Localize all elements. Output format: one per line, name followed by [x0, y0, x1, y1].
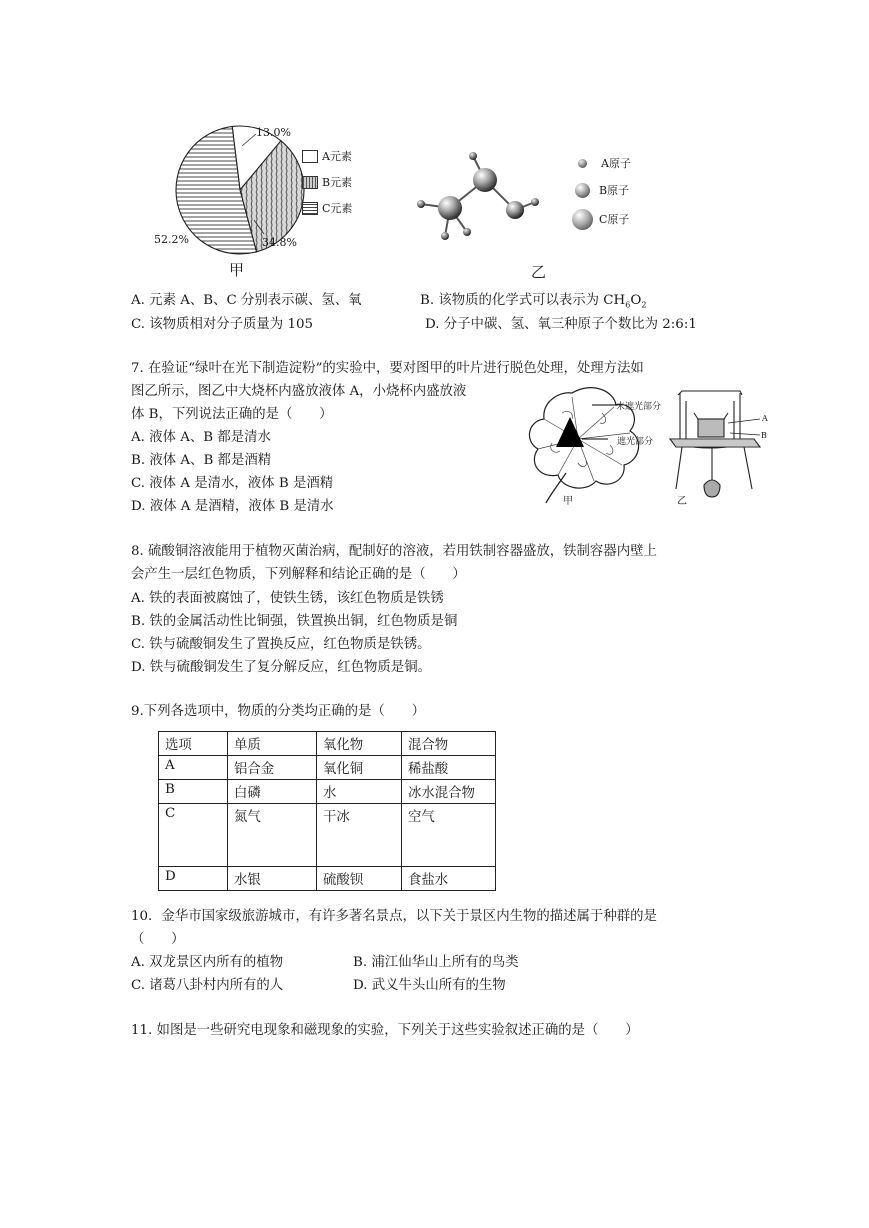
pie-legend [302, 143, 352, 221]
q6-option-b [420, 289, 646, 310]
table-header-cell: 氧化物 [317, 732, 402, 756]
pie-label-a: 13.0% [256, 126, 291, 139]
molecule-model [405, 140, 555, 250]
legend-label-b: B元素 [322, 176, 353, 189]
atom-b-icon [575, 183, 590, 198]
q6-option-b-text: B. 该物质的化学式可以表示为 CH [420, 293, 626, 308]
figure-caption-jia: 甲 [229, 261, 245, 279]
table-cell: A [159, 756, 228, 780]
table-cell: 空气 [402, 804, 496, 867]
table-header-row [159, 732, 496, 756]
table-cell: 铝合金 [228, 756, 317, 780]
table-cell: 稀盐酸 [402, 756, 496, 780]
q7-stem-line2: 图乙所示，图乙中大烧杯内盛放液体 A，小烧杯内盛放液 [131, 384, 467, 399]
q10-option-b: B. 浦江仙华山上所有的鸟类 [353, 955, 519, 970]
pie-label-b: 34.8% [262, 236, 297, 249]
table-cell: 水银 [228, 867, 317, 891]
atom-a-icon [578, 159, 587, 168]
table-cell: 冰水混合物 [402, 780, 496, 804]
table-cell: 氮气 [228, 804, 317, 867]
q6-option-a: A. 元素 A、B、C 分别表示碳、氢、氧 [131, 293, 362, 308]
q11-stem: 11. 如图是一些研究电现象和磁现象的实验，下列关于这些实验叙述正确的是（ ） [131, 1023, 639, 1038]
legend-swatch-a [302, 150, 318, 163]
q8-stem-line2: 会产生一层红色物质，下列解释和结论正确的是（ ） [131, 567, 466, 582]
q8-stem-line1: 8. 硫酸铜溶液能用于植物灭菌治病，配制好的溶液，若用铁制容器盛放，铁制容器内壁上 [131, 544, 657, 559]
legend-item-b [302, 169, 352, 195]
beaker-label-b: B [761, 431, 767, 440]
table-cell: 硫酸钡 [317, 867, 402, 891]
table-row [159, 867, 496, 891]
table-cell: 氧化铜 [317, 756, 402, 780]
q10-stem-line1: 10．金华市国家级旅游城市，有许多著名景点，以下关于景区内生物的描述属于种群的是 [131, 909, 657, 924]
table-row [159, 804, 496, 867]
table-cell: 白磷 [228, 780, 317, 804]
atom-legend-c [572, 204, 631, 234]
legend-item-a [302, 143, 352, 169]
q10-option-d: D. 武义牛头山所有的生物 [353, 978, 506, 993]
legend-swatch-c [302, 202, 318, 215]
q6-option-d: D. 分子中碳、氢、氧三种原子个数比为 2:6:1 [425, 317, 697, 332]
leaf-label-shaded: 遮光部分 [617, 437, 654, 447]
q9-stem: 9.下列各选项中，物质的分类均正确的是（ ） [131, 704, 425, 719]
table-cell: D [159, 867, 228, 891]
q7-stem-line1: 7. 在验证“绿叶在光下制造淀粉”的实验中，要对图甲的叶片进行脱色处理，处理方法如 [131, 361, 644, 376]
table-header-cell: 混合物 [402, 732, 496, 756]
q8-option-c: C. 铁与硫酸铜发生了置换反应，红色物质是铁锈。 [131, 637, 431, 652]
q9-table [158, 731, 496, 891]
beaker-apparatus [668, 385, 764, 505]
table-row [159, 756, 496, 780]
table-header-cell: 单质 [228, 732, 317, 756]
pie-label-c: 52.2% [154, 233, 189, 246]
q10-stem-line2: （ ） [131, 932, 185, 947]
atom-legend-label-b: B原子 [599, 184, 630, 197]
q6-option-c: C. 该物质相对分子质量为 105 [131, 317, 314, 332]
table-cell: 食盐水 [402, 867, 496, 891]
legend-label-a: A元素 [322, 150, 352, 163]
legend-item-c [302, 195, 352, 221]
q6-option-b-sub1: 6 [625, 300, 631, 310]
atom-c-icon [572, 209, 593, 230]
q7-stem-line3: 体 B，下列说法正确的是（ ） [131, 407, 333, 422]
q6-option-b-o: O [630, 293, 642, 308]
leaf-caption-jia: 甲 [563, 496, 573, 507]
q10-option-c: C. 诸葛八卦村内所有的人 [131, 978, 284, 993]
table-cell: 干冰 [317, 804, 402, 867]
leaf-label-unshaded: 未遮光部分 [616, 402, 662, 412]
legend-swatch-b [302, 176, 318, 189]
q7-option-a: A. 液体 A、B 都是清水 [131, 430, 271, 445]
q10-option-a: A. 双龙景区内所有的植物 [131, 955, 284, 970]
atom-legend-a [572, 150, 631, 176]
table-row [159, 780, 496, 804]
q7-option-c: C. 液体 A 是清水，液体 B 是酒精 [131, 476, 334, 491]
table-cell: 水 [317, 780, 402, 804]
atom-legend-b [572, 176, 631, 204]
atom-legend [572, 150, 631, 234]
table-cell: B [159, 780, 228, 804]
beaker-label-a: A [762, 414, 768, 423]
q7-option-d: D. 液体 A 是酒精，液体 B 是清水 [131, 499, 334, 514]
atom-legend-label-a: A原子 [601, 157, 631, 170]
table-cell: C [159, 804, 228, 867]
q6-option-b-sub2: 2 [641, 300, 647, 310]
atom-legend-label-c: C原子 [599, 213, 630, 226]
q8-option-b: B. 铁的金属活动性比铜强，铁置换出铜，红色物质是铜 [131, 614, 458, 629]
q8-option-a: A. 铁的表面被腐蚀了，使铁生锈，该红色物质是铁锈 [131, 591, 444, 606]
q7-option-b: B. 液体 A、B 都是酒精 [131, 453, 272, 468]
q8-option-d: D. 铁与硫酸铜发生了复分解反应，红色物质是铜。 [131, 660, 431, 675]
table-header-cell: 选项 [159, 732, 228, 756]
pie-leader-lines [240, 128, 280, 248]
figure-caption-yi: 乙 [531, 263, 547, 281]
legend-label-c: C元素 [322, 202, 353, 215]
beaker-caption-yi: 乙 [677, 496, 687, 507]
